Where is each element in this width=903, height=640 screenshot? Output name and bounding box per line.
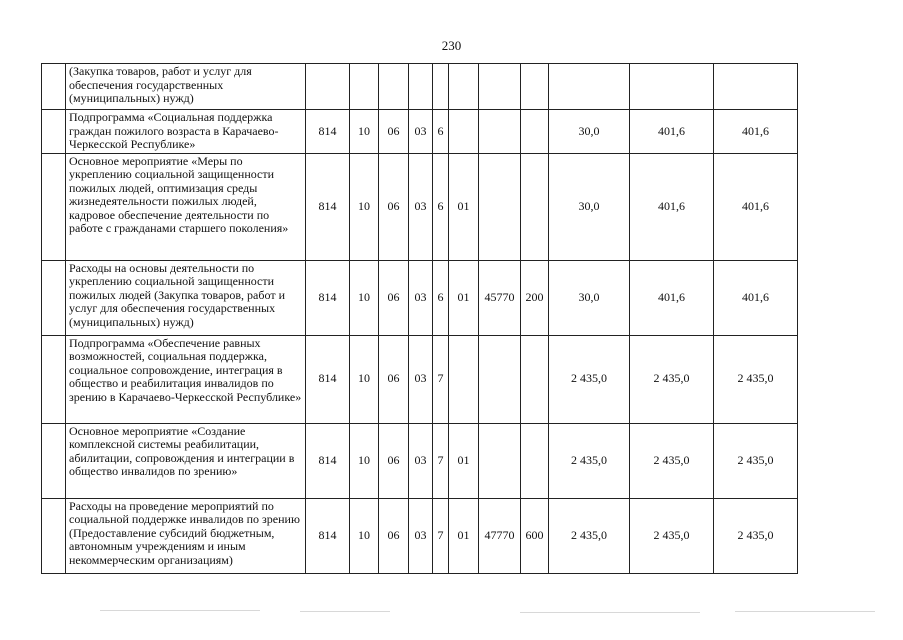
value-cell: 30,0 [549, 153, 630, 260]
value-cell: 401,6 [630, 260, 714, 335]
value-cell: 10 [350, 110, 379, 154]
value-cell: 814 [306, 498, 350, 573]
value-cell: 01 [449, 498, 479, 573]
value-cell [479, 110, 521, 154]
value-cell [521, 335, 549, 423]
item-name-cell: Подпрограмма «Обеспечение равных возможностей, социальная поддержка, социальное сопровождение, интеграция в общество и реабилитация инвалидов по зрению в Карачаево-Черкесской Республике» [66, 335, 306, 423]
value-cell: 7 [433, 498, 449, 573]
value-cell: 200 [521, 260, 549, 335]
value-cell [433, 64, 449, 110]
value-cell: 6 [433, 153, 449, 260]
value-cell: 03 [409, 498, 433, 573]
value-cell [479, 335, 521, 423]
value-cell [521, 153, 549, 260]
table-body [42, 64, 798, 574]
table-row [42, 64, 798, 110]
table-row [42, 498, 798, 573]
scan-artifact [520, 612, 700, 613]
value-cell [449, 64, 479, 110]
value-cell: 600 [521, 498, 549, 573]
value-cell: 814 [306, 423, 350, 498]
value-cell: 10 [350, 423, 379, 498]
value-cell [449, 110, 479, 154]
value-cell: 401,6 [630, 153, 714, 260]
value-cell [479, 153, 521, 260]
value-cell: 401,6 [714, 110, 798, 154]
value-cell: 03 [409, 335, 433, 423]
value-cell: 10 [350, 498, 379, 573]
row-number-cell [42, 260, 66, 335]
value-cell: 6 [433, 110, 449, 154]
value-cell: 2 435,0 [714, 335, 798, 423]
value-cell: 401,6 [714, 153, 798, 260]
item-name-cell: Расходы на основы деятельности по укреплению социальной защищенности пожилых людей (Закупка товаров, работ и услуг для обеспечения государственных (муниципальных) нужд) [66, 260, 306, 335]
table-row [42, 423, 798, 498]
value-cell: 01 [449, 153, 479, 260]
value-cell: 7 [433, 335, 449, 423]
value-cell: 10 [350, 153, 379, 260]
scan-artifact [100, 610, 260, 611]
item-name-cell: Основное мероприятие «Создание комплексной системы реабилитации, абилитации, сопровождения и интеграции в общество инвалидов по зрению» [66, 423, 306, 498]
item-name-cell: Основное мероприятие «Меры по укреплению социальной защищенности пожилых людей, оптимизация среды жизнедеятельности пожилых людей, кадровое обеспечение деятельности по работе с гражданами старшего поколения» [66, 153, 306, 260]
value-cell [549, 64, 630, 110]
value-cell: 814 [306, 335, 350, 423]
value-cell: 2 435,0 [630, 423, 714, 498]
value-cell: 03 [409, 110, 433, 154]
value-cell: 06 [379, 153, 409, 260]
value-cell: 01 [449, 423, 479, 498]
value-cell: 2 435,0 [549, 498, 630, 573]
value-cell [714, 64, 798, 110]
value-cell: 06 [379, 498, 409, 573]
row-number-cell [42, 423, 66, 498]
table-row [42, 335, 798, 423]
value-cell: 814 [306, 110, 350, 154]
value-cell: 2 435,0 [630, 498, 714, 573]
value-cell: 45770 [479, 260, 521, 335]
value-cell [350, 64, 379, 110]
value-cell: 2 435,0 [714, 498, 798, 573]
scan-artifact [735, 611, 875, 612]
value-cell: 814 [306, 153, 350, 260]
value-cell: 30,0 [549, 110, 630, 154]
value-cell: 06 [379, 423, 409, 498]
row-number-cell [42, 335, 66, 423]
budget-table [41, 63, 798, 574]
scan-artifact [300, 611, 390, 612]
value-cell: 401,6 [630, 110, 714, 154]
row-number-cell [42, 110, 66, 154]
page-number: 230 [441, 38, 462, 53]
value-cell: 03 [409, 260, 433, 335]
value-cell [521, 64, 549, 110]
value-cell: 01 [449, 260, 479, 335]
item-name-cell: Расходы на проведение мероприятий по социальной поддержке инвалидов по зрению (Предоставление субсидий бюджетным, автономным учреждениям и иным некоммерческим организациям) [66, 498, 306, 573]
value-cell [449, 335, 479, 423]
value-cell: 30,0 [549, 260, 630, 335]
value-cell [479, 64, 521, 110]
row-number-cell [42, 498, 66, 573]
table-row [42, 153, 798, 260]
table-row [42, 260, 798, 335]
value-cell: 814 [306, 260, 350, 335]
item-name-cell: (Закупка товаров, работ и услуг для обеспечения государственных (муниципальных) нужд) [66, 64, 306, 110]
value-cell: 06 [379, 260, 409, 335]
value-cell: 2 435,0 [549, 335, 630, 423]
value-cell [306, 64, 350, 110]
value-cell: 10 [350, 335, 379, 423]
value-cell: 7 [433, 423, 449, 498]
value-cell: 6 [433, 260, 449, 335]
value-cell: 06 [379, 335, 409, 423]
value-cell [379, 64, 409, 110]
value-cell [479, 423, 521, 498]
table-row [42, 110, 798, 154]
value-cell: 2 435,0 [714, 423, 798, 498]
value-cell: 03 [409, 423, 433, 498]
value-cell [521, 423, 549, 498]
value-cell: 06 [379, 110, 409, 154]
value-cell [409, 64, 433, 110]
value-cell: 2 435,0 [549, 423, 630, 498]
value-cell: 47770 [479, 498, 521, 573]
row-number-cell [42, 153, 66, 260]
value-cell: 2 435,0 [630, 335, 714, 423]
item-name-cell: Подпрограмма «Социальная поддержка граждан пожилого возраста в Карачаево-Черкесской Республике» [66, 110, 306, 154]
row-number-cell [42, 64, 66, 110]
value-cell: 10 [350, 260, 379, 335]
value-cell: 401,6 [714, 260, 798, 335]
value-cell [521, 110, 549, 154]
value-cell [630, 64, 714, 110]
value-cell: 03 [409, 153, 433, 260]
